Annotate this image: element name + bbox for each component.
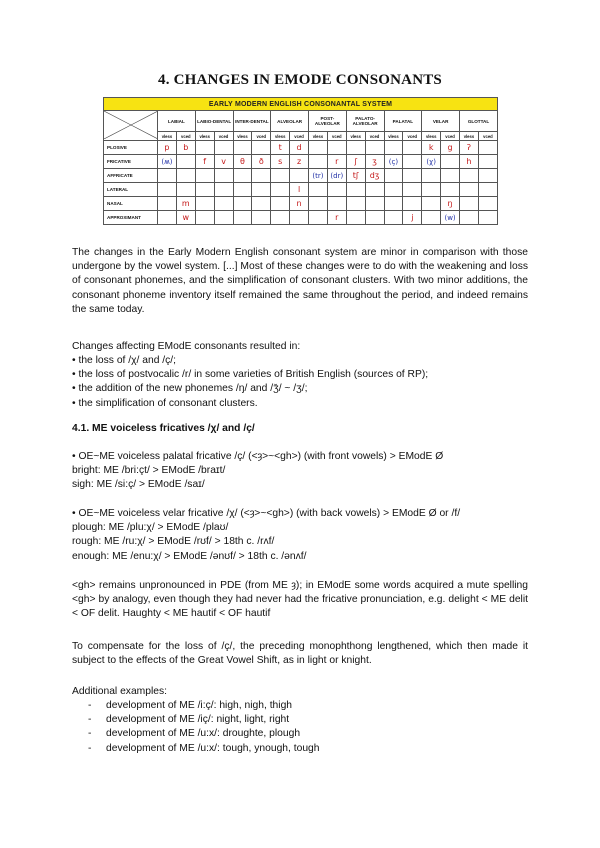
palatal-block <box>72 450 528 493</box>
phoneme-cell: z <box>290 155 309 169</box>
phoneme-cell <box>233 141 252 155</box>
phoneme-cell <box>384 197 403 211</box>
voice-label: vless <box>309 132 328 141</box>
example-line: enough: ME /enu:χ/ > EModE /ənʊf/ > 18th c. /ənʌf/ <box>72 550 307 562</box>
phoneme-cell: h <box>460 155 479 169</box>
phoneme-cell <box>478 155 497 169</box>
voice-label: vless <box>158 132 177 141</box>
phoneme-cell: n <box>290 197 309 211</box>
voice-label: vced <box>441 132 460 141</box>
phoneme-cell <box>233 183 252 197</box>
voice-label: vless <box>271 132 290 141</box>
phoneme-cell <box>365 211 384 225</box>
phoneme-cell <box>384 211 403 225</box>
phoneme-cell <box>233 211 252 225</box>
phoneme-cell <box>158 183 177 197</box>
phoneme-cell <box>384 141 403 155</box>
velar-block <box>72 507 528 564</box>
voice-label: vced <box>403 132 422 141</box>
table-row <box>104 211 498 225</box>
phoneme-cell: r <box>327 155 346 169</box>
list-item: • the addition of the new phonemes /ŋ/ and /ʒ̆/ ~ /ʒ/; <box>72 383 308 395</box>
palatal-rule: • OE~ME voiceless palatal fricative /ç/ (<ȝ>~<gh>) (with front vowels) > EModE Ø <box>72 451 444 462</box>
phoneme-cell: l <box>290 183 309 197</box>
phoneme-cell <box>214 197 233 211</box>
phoneme-cell: tʃ <box>346 169 365 183</box>
phoneme-cell: f <box>195 155 214 169</box>
manner-label: FRICATIVE <box>104 155 158 169</box>
phoneme-cell: ð <box>252 155 271 169</box>
phoneme-cell: ʃ <box>346 155 365 169</box>
phoneme-cell <box>403 141 422 155</box>
phoneme-cell: m <box>176 197 195 211</box>
phoneme-cell <box>422 183 441 197</box>
place-interdental: INTER-DENTAL <box>233 111 271 132</box>
phoneme-cell <box>214 183 233 197</box>
phoneme-cell <box>158 197 177 211</box>
phoneme-cell <box>309 183 328 197</box>
place-palatoalveolar: PALATO-ALVEOLAR <box>346 111 384 132</box>
table-banner: EARLY MODERN ENGLISH CONSONANTAL SYSTEM <box>104 98 498 111</box>
phoneme-cell <box>252 183 271 197</box>
phoneme-cell <box>478 197 497 211</box>
example-line: rough: ME /ru:χ/ > EModE /rʊf/ > 18th c. /rʌf/ <box>72 536 275 548</box>
phoneme-cell <box>271 183 290 197</box>
phoneme-cell <box>271 197 290 211</box>
example-line: plough: ME /plu:χ/ > EModE /plaʊ/ <box>72 522 229 534</box>
phoneme-cell: (dr) <box>327 169 346 183</box>
voice-label: vced <box>478 132 497 141</box>
phoneme-cell: k <box>422 141 441 155</box>
table-row <box>104 155 498 169</box>
phoneme-cell <box>365 197 384 211</box>
phoneme-cell <box>478 141 497 155</box>
phoneme-cell <box>309 155 328 169</box>
phoneme-cell <box>403 183 422 197</box>
voice-label: vless <box>195 132 214 141</box>
phoneme-cell <box>403 169 422 183</box>
phoneme-cell <box>460 197 479 211</box>
voice-label: vced <box>290 132 309 141</box>
phoneme-cell <box>309 211 328 225</box>
phoneme-cell: v <box>214 155 233 169</box>
phoneme-cell <box>478 211 497 225</box>
phoneme-cell <box>252 211 271 225</box>
phoneme-cell <box>271 169 290 183</box>
phoneme-cell <box>195 211 214 225</box>
phoneme-cell: θ <box>233 155 252 169</box>
manner-label: LATERAL <box>104 183 158 197</box>
phoneme-cell: j <box>403 211 422 225</box>
intro-paragraph: The changes in the Early Modern English consonant system are minor in comparison with those undergone by the vowel system. [...] Most of these changes were to do with the weakening and loss of consonant phonemes, and the simplification of consonant clusters. With two minor additions, the consonant phoneme inventory itself remained the same throughout the period, and indeed remains the same today. <box>72 247 528 315</box>
table-corner <box>104 111 158 141</box>
phoneme-cell <box>158 169 177 183</box>
phoneme-cell <box>346 211 365 225</box>
list-item: - development of ME /u:x/: droughte, plough <box>88 727 508 741</box>
phoneme-cell <box>195 141 214 155</box>
list-item: • the loss of /χ/ and /ç/; <box>72 355 177 366</box>
phoneme-cell: r <box>327 211 346 225</box>
velar-rule: • OE~ME voiceless velar fricative /χ/ (<ȝ>~<gh>) (with back vowels) > EModE Ø or /f/ <box>72 508 461 519</box>
section-heading: 4.1. ME voiceless fricatives /χ/ and /ç/ <box>72 423 255 434</box>
place-palatal: PALATAL <box>384 111 422 132</box>
table-row <box>104 169 498 183</box>
phoneme-cell <box>384 169 403 183</box>
manner-label: NASAL <box>104 197 158 211</box>
phoneme-cell <box>233 169 252 183</box>
compensate-paragraph: To compensate for the loss of /ç/, the preceding monophthong lengthened, which then made it subject to the effects of the Great Vowel Shift, as in light or knight. <box>72 641 528 667</box>
phoneme-cell <box>214 141 233 155</box>
phoneme-cell <box>214 169 233 183</box>
phoneme-cell <box>346 183 365 197</box>
phoneme-cell <box>441 155 460 169</box>
phoneme-cell <box>233 197 252 211</box>
phoneme-cell: p <box>158 141 177 155</box>
phoneme-cell: ʒ <box>365 155 384 169</box>
list-item: • the loss of postvocalic /r/ in some varieties of British English (sources of RP); <box>72 369 429 381</box>
list-item: • the simplification of consonant clusters. <box>72 397 258 409</box>
additional-list <box>88 699 508 756</box>
phoneme-cell <box>346 197 365 211</box>
phoneme-cell: (tr) <box>309 169 328 183</box>
phoneme-cell <box>290 169 309 183</box>
changes-heading: Changes affecting EModE consonants resulted in: <box>72 341 301 352</box>
voice-label: vless <box>346 132 365 141</box>
phoneme-cell <box>478 169 497 183</box>
example-line: sigh: ME /si:ç/ > EModE /saɪ/ <box>72 479 205 491</box>
list-item: - development of ME /iç/: night, light, right <box>88 713 508 727</box>
phoneme-cell <box>422 211 441 225</box>
manner-label: PLOSIVE <box>104 141 158 155</box>
phoneme-cell <box>327 197 346 211</box>
phoneme-cell <box>403 155 422 169</box>
phoneme-cell: (χ) <box>422 155 441 169</box>
phoneme-cell <box>214 211 233 225</box>
example-line: bright: ME /bri:çt/ > EModE /braɪt/ <box>72 465 226 477</box>
additional-heading: Additional examples: <box>72 686 168 697</box>
phoneme-cell <box>309 141 328 155</box>
phoneme-cell: (ʍ) <box>158 155 177 169</box>
phoneme-cell <box>195 197 214 211</box>
voice-label: vced <box>365 132 384 141</box>
page-title: 4. CHANGES IN EMODE CONSONANTS <box>158 72 442 88</box>
voice-label: vless <box>460 132 479 141</box>
phoneme-cell <box>441 183 460 197</box>
table-banner-row <box>104 98 498 111</box>
place-glottal: GLOTTAL <box>460 111 498 132</box>
phoneme-cell: d <box>290 141 309 155</box>
table-body <box>104 141 498 225</box>
voice-label: vless <box>233 132 252 141</box>
list-item: - development of ME /i:ç/: high, nigh, thigh <box>88 699 508 713</box>
phoneme-cell <box>460 183 479 197</box>
voice-label: vced <box>252 132 271 141</box>
phoneme-cell: w <box>176 211 195 225</box>
gh-paragraph: <gh> remains unpronounced in PDE (from ME ȝ); in EModE some words acquired a mute spelling <gh> by analogy, even though they had never had the fricative pronunciation, e.g. delight < ME delit < OF delit. Haughty < ME hautif < OF hautif <box>72 580 528 620</box>
phoneme-cell <box>478 183 497 197</box>
phoneme-cell <box>271 211 290 225</box>
place-velar: VELAR <box>422 111 460 132</box>
place-labiodental: LABIO-DENTAL <box>195 111 233 132</box>
phoneme-cell <box>403 197 422 211</box>
phoneme-cell <box>195 169 214 183</box>
phoneme-cell <box>460 169 479 183</box>
voice-label: vced <box>327 132 346 141</box>
phoneme-cell: t <box>271 141 290 155</box>
phoneme-cell <box>384 183 403 197</box>
consonant-table <box>103 97 498 225</box>
manner-label: AFFRICATE <box>104 169 158 183</box>
phoneme-cell <box>176 183 195 197</box>
phoneme-cell: ʔ <box>460 141 479 155</box>
manner-label: APPROXIMANT <box>104 211 158 225</box>
table-row <box>104 183 498 197</box>
voice-label: vless <box>422 132 441 141</box>
phoneme-cell <box>365 183 384 197</box>
phoneme-cell <box>176 169 195 183</box>
table-row <box>104 197 498 211</box>
phoneme-cell <box>252 197 271 211</box>
phoneme-cell: s <box>271 155 290 169</box>
phoneme-cell <box>327 183 346 197</box>
place-alveolar: ALVEOLAR <box>271 111 309 132</box>
phoneme-cell <box>195 183 214 197</box>
phoneme-cell <box>327 141 346 155</box>
phoneme-cell: g <box>441 141 460 155</box>
phoneme-cell <box>158 211 177 225</box>
phoneme-cell <box>309 197 328 211</box>
changes-list <box>72 354 528 411</box>
phoneme-cell: ŋ <box>441 197 460 211</box>
voice-label: vced <box>176 132 195 141</box>
voice-label: vced <box>214 132 233 141</box>
voice-label: vless <box>384 132 403 141</box>
phoneme-cell: (w) <box>441 211 460 225</box>
phoneme-cell: b <box>176 141 195 155</box>
phoneme-cell <box>252 169 271 183</box>
phoneme-cell: dʒ <box>365 169 384 183</box>
phoneme-cell <box>422 197 441 211</box>
phoneme-cell <box>290 211 309 225</box>
corner-diagonal-icon <box>104 111 158 139</box>
phoneme-cell <box>460 211 479 225</box>
phoneme-cell <box>441 169 460 183</box>
place-postalveolar: POST-ALVEOLAR <box>309 111 347 132</box>
phoneme-cell: (ç) <box>384 155 403 169</box>
table-row <box>104 141 498 155</box>
phoneme-cell <box>422 169 441 183</box>
phoneme-cell <box>346 141 365 155</box>
list-item: - development of ME /u:x/: tough, ynough, tough <box>88 742 508 756</box>
place-labial: LABIAL <box>158 111 196 132</box>
phoneme-cell <box>252 141 271 155</box>
table-voice-header <box>104 132 498 141</box>
phoneme-cell <box>365 141 384 155</box>
phoneme-cell <box>176 155 195 169</box>
table-place-header <box>104 111 498 132</box>
